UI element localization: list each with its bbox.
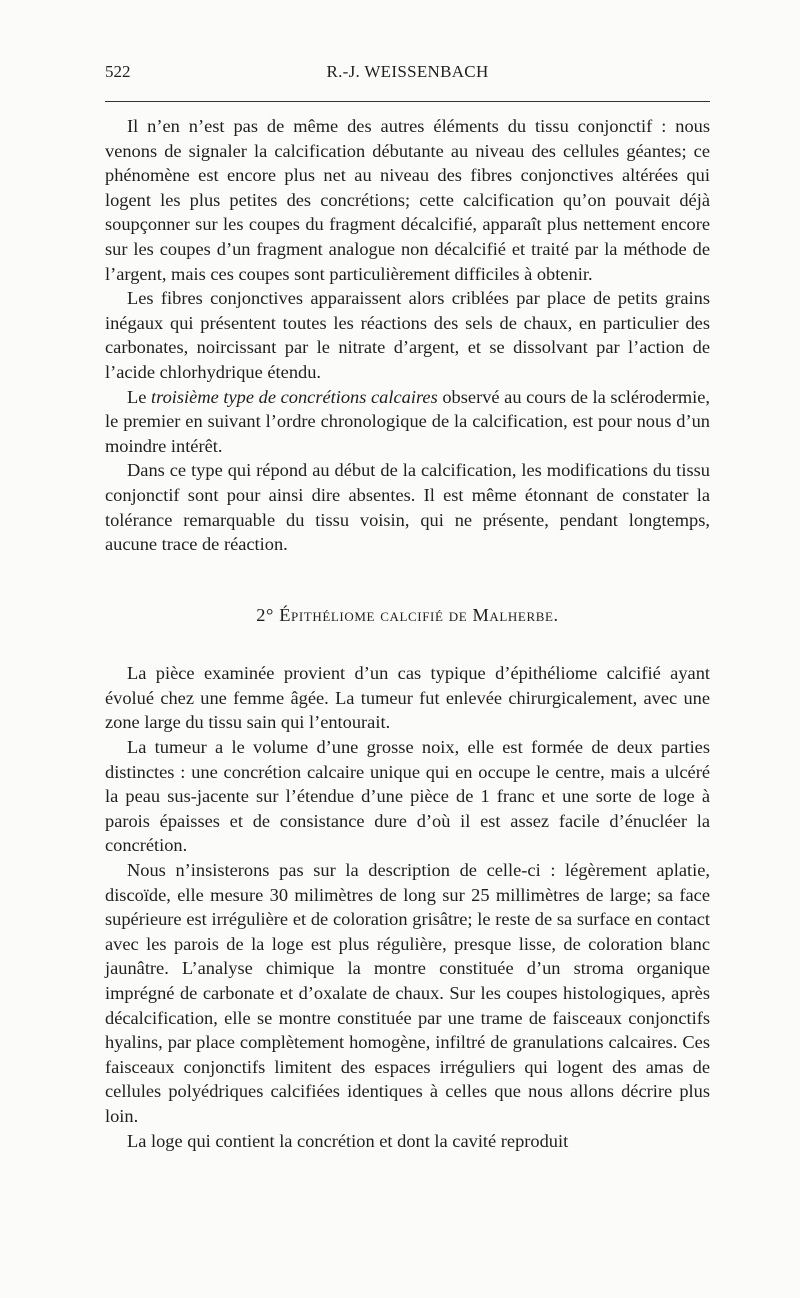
paragraph: Dans ce type qui répond au début de la calcification, les modifications du tissu conjonctif sont pour ainsi dire absentes. Il est même étonnant de constater la tolérance remarquable du tissu voisin, qui ne présente, pendant longtemps, aucune trace de réaction.: [105, 460, 710, 555]
section-title: Épithéliome calcifié de Malherbe.: [279, 604, 559, 625]
paragraph: La pièce examinée provient d’un cas typique d’épithéliome calcifié ayant évolué chez une femme âgée. La tumeur fut enlevée chirurgicalement, avec une zone large du tissu sain qui l’entourait.: [105, 663, 710, 733]
page-number: 522: [105, 62, 131, 81]
section-number: 2°: [256, 604, 280, 625]
paragraph: La loge qui contient la concrétion et dont la cavité reproduit: [127, 1130, 569, 1151]
paragraph: Il n’en n’est pas de même des autres éléments du tissu conjonctif : nous venons de signaler la calcification débutante au niveau des cellules géantes; ce phénomène est encore plus net au niveau des fibres conjonctives altérées qui logent les plus petites des concrétions; cette calcification qu’on pouvait déjà soupçonner sur les coupes du fragment décalcifié, apparaît plus nettement encore sur les coupes d’un fragment analogue non décalcifié et traité par la méthode de l’argent, mais ces coupes sont particulièrement difficiles à obtenir.: [105, 116, 710, 284]
section-heading: [105, 603, 710, 628]
running-head: R.-J. WEISSENBACH: [326, 62, 489, 81]
italic-term: troisième type de concrétions calcaires: [151, 386, 438, 407]
paragraph-text: Le: [127, 386, 152, 407]
page-header: [105, 62, 710, 86]
paragraph: Nous n’insisterons pas sur la description de celle-ci : légèrement aplatie, discoïde, elle mesure 30 milimètres de long sur 25 millimètres de large; sa face supérieure est irrégulière et de coloration grisâtre; le reste de sa surface en contact avec les parois de la loge est plus régulière, presque lisse, de coloration blanc jaunâtre. L’analyse chimique la montre constituée d’un stroma organique imprégné de carbonate et d’oxalate de chaux. Sur les coupes histologiques, après décalcification, elle se montre constituée par une trame de faisceaux conjonctifs hyalins, par place complètement homogène, infiltré de granulations calcaires. Ces faisceaux conjonctifs limitent des espaces irréguliers qui logent des amas de cellules polyédriques calcifiées identiques à celles que nous allons décrire plus loin.: [105, 860, 710, 1126]
paragraph: La tumeur a le volume d’une grosse noix, elle est formée de deux parties distinctes : une concrétion calcaire unique qui en occupe le centre, mais a ulcéré la peau sus-jacente sur l’étendue d’une pièce de 1 franc et une sorte de loge à parois épaisses et de consistance dure d’où il est assez facile d’énucléer la concrétion.: [105, 737, 710, 856]
paragraph-text: observé au cours de la sclérodermie, le premier en suivant l’ordre chronologique de la calcification, est pour nous d’un moindre intérêt.: [105, 386, 711, 456]
paragraph: [105, 385, 710, 459]
body-text: [105, 114, 710, 1153]
paragraph: Les fibres conjonctives apparaissent alors criblées par place de petits grains inégaux qui présentent toutes les réactions des sels de chaux, en particulier des carbonates, noircissant par le nitrate d’argent, et se dissolvant par l’action de l’acide chlorhydrique étendu.: [105, 288, 710, 382]
header-rule: [105, 101, 710, 102]
